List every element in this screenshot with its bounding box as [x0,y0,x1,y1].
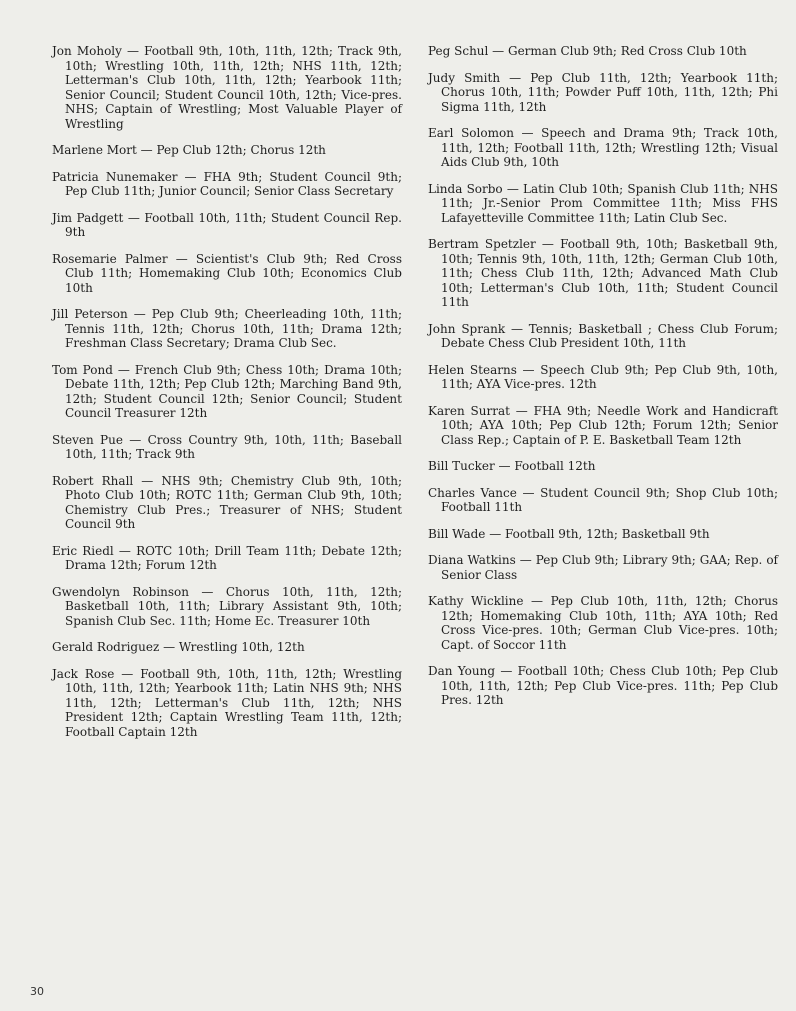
student-entry: Dan Young — Football 10th; Chess Club 10th; Pep Club 10th, 11th, 12th; Pep Club Vice-pres. 11th; Pep Club Pres. 12th [428,664,778,707]
student-entry: Charles Vance — Student Council 9th; Shop Club 10th; Football 11th [428,485,778,514]
student-entry: Kathy Wickline — Pep Club 10th, 11th, 12th; Chorus 12th; Homemaking Club 10th, 11th; AYA 10th; Red Cross Vice-pres. 10th; German Club Vice-pres. 10th; Capt. of Soccor 11th [428,594,778,652]
student-entry: Bill Wade — Football 9th, 12th; Basketball 9th [428,526,710,541]
page-number: 30 [30,985,44,998]
student-entry: Bertram Spetzler — Football 9th, 10th; Basketball 9th, 10th; Tennis 9th, 10th, 11th, 12th; German Club 10th, 11th; Chess Club 11th, 12th; Advanced Math Club 10th; Letterman's Club 10th, 11th; Student Council 11th [428,237,778,309]
student-entry: Steven Pue — Cross Country 9th, 10th, 11th; Baseball 10th, 11th; Track 9th [52,432,402,461]
student-entry: Tom Pond — French Club 9th; Chess 10th; Drama 10th; Debate 11th, 12th; Pep Club 12th; Marching Band 9th, 12th; Student Council 12th; Senior Council; Student Council Treasurer 12th [52,362,402,420]
student-entry: Judy Smith — Pep Club 11th, 12th; Yearbook 11th; Chorus 10th, 11th; Powder Puff 10th, 11th, 12th; Phi Sigma 11th, 12th [428,70,778,114]
student-entry: Jack Rose — Football 9th, 10th, 11th, 12th; Wrestling 10th, 11th, 12th; Yearbook 11th; Latin NHS 9th; NHS 11th, 12th; Letterman's Club 11th, 12th; NHS President 12th; Captain Wrestling Team 11th, 12th; Football Captain 12th [52,666,402,739]
student-entry: John Sprank — Tennis; Basketball ; Chess Club Forum; Debate Chess Club President 10th, 11th [428,321,778,350]
student-entry: Earl Solomon — Speech and Drama 9th; Track 10th, 11th, 12th; Football 11th, 12th; Wrestling 12th; Visual Aids Club 9th, 10th [428,126,778,169]
student-entry: Helen Stearns — Speech Club 9th; Pep Club 9th, 10th, 11th; AYA Vice-pres. 12th [428,362,778,391]
student-entry: Rosemarie Palmer — Scientist's Club 9th; Red Cross Club 11th; Homemaking Club 10th; Economics Club 10th [52,251,402,295]
right-column [428,44,778,715]
student-entry: Gwendolyn Robinson — Chorus 10th, 11th, 12th; Basketball 10th, 11th; Library Assistant 9th, 10th; Spanish Club Sec. 11th; Home Ec. Treasurer 10th [52,584,402,628]
student-entry: Diana Watkins — Pep Club 9th; Library 9th; GAA; Rep. of Senior Class [428,553,778,582]
left-column [52,44,402,743]
student-entry: Gerald Rodriguez — Wrestling 10th, 12th [52,640,305,654]
student-entry: Jill Peterson — Pep Club 9th; Cheerleading 10th, 11th; Tennis 11th, 12th; Chorus 10th, 11th; Drama 12th; Freshman Class Secretary; Drama Club Sec. [52,307,402,350]
student-entry: Eric Riedl — ROTC 10th; Drill Team 11th; Debate 12th; Drama 12th; Forum 12th [52,543,402,572]
student-entry: Jon Moholy — Football 9th, 10th, 11th, 12th; Track 9th, 10th; Wrestling 10th, 11th, 12th; NHS 11th, 12th; Letterman's Club 10th, 11th, 12th; Yearbook 11th; Senior Council; Student Council 10th, 12th; Vice-pres. NHS; Captain of Wrestling; Most Valuable Player of Wrestling [52,44,402,131]
student-entry: Jim Padgett — Football 10th, 11th; Student Council Rep. 9th [52,210,402,239]
student-entry: Karen Surrat — FHA 9th; Needle Work and Handicraft 10th; AYA 10th; Pep Club 12th; Forum 12th; Senior Class Rep.; Captain of P. E. Basketball Team 12th [428,403,778,447]
student-entry: Patricia Nunemaker — FHA 9th; Student Council 9th; Pep Club 11th; Junior Council; Senior Class Secretary [52,169,402,198]
student-entry: Linda Sorbo — Latin Club 10th; Spanish Club 11th; NHS 11th; Jr.-Senior Prom Committee 11th; Miss FHS Lafayetteville Committee 11th; Latin Club Sec. [428,181,778,225]
student-entry: Bill Tucker — Football 12th [428,459,596,473]
student-entry: Peg Schul — German Club 9th; Red Cross Club 10th [428,44,747,58]
student-entry: Marlene Mort — Pep Club 12th; Chorus 12th [52,143,326,157]
student-entry: Robert Rhall — NHS 9th; Chemistry Club 9th, 10th; Photo Club 10th; ROTC 11th; German Club 9th, 10th; Chemistry Club Pres.; Treasurer of NHS; Student Council 9th [52,473,402,531]
